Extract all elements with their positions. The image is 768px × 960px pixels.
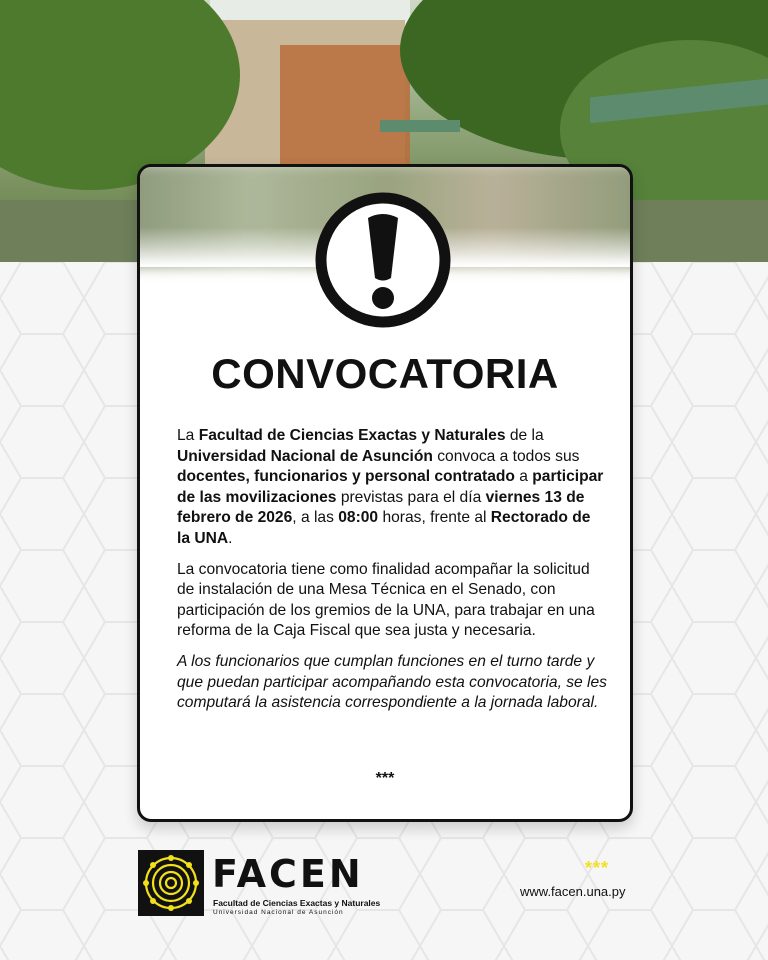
paragraph-attendance-note: A los funcionarios que cumplan funciones en el turno tarde y que puedan participar acompañando esta convocatoria, se les computará la asistencia correspondiente a la jornada laboral. [177,652,607,712]
sunflower-logo-icon [138,850,204,916]
paragraph-details: La Facultad de Ciencias Exactas y Naturales de la Universidad Nacional de Asunción convoca a todos sus docentes, funcionarios y personal contratado a participar de las movilizaciones previstas para el día viernes 13 de febrero de 2026, a las 08:00 horas, frente al Rectorado de la UNA. [177,427,604,547]
announcement-body [177,426,607,724]
separator-stars: *** [375,770,395,787]
paragraph-purpose: La convocatoria tiene como finalidad acompañar la solicitud de instalación de una Mesa Técnica en el Senado, con participación de los gremios de la UNA, para trabajar en una reforma de la Caja Fiscal que sea justa y necesaria. [177,560,595,640]
logo-faculty-name: Facultad de Ciencias Exactas y Naturales [213,898,381,908]
logo-university-name: Universidad Nacional de Asunción [213,909,344,916]
logo-wordmark: FACEN [212,852,364,896]
exclamation-circle-icon [313,190,453,330]
footer-stars: *** [585,858,610,878]
website-url[interactable]: www.facen.una.py [520,884,626,899]
page-title: CONVOCATORIA [211,350,559,397]
